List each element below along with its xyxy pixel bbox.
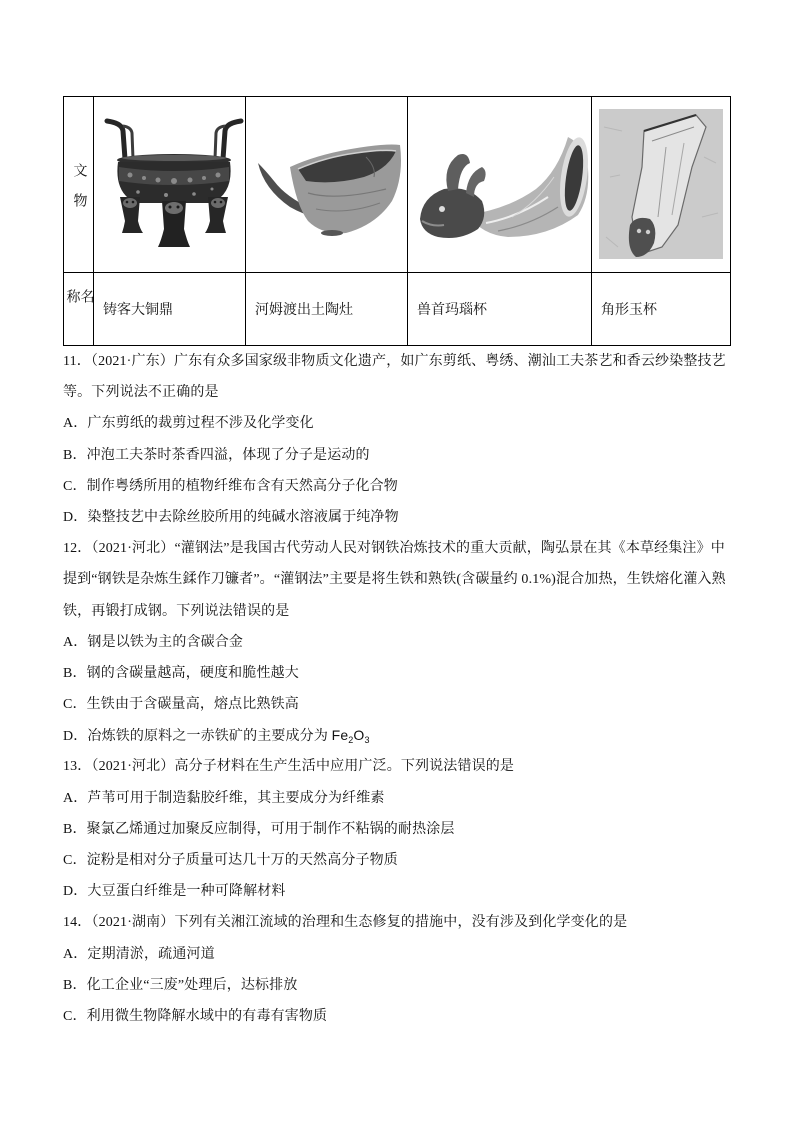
option-letter: B． [63, 665, 87, 681]
option-text: 制作粤绣所用的植物纤维布含有天然高分子化合物 [86, 478, 398, 494]
bronze-ding-image [94, 97, 246, 273]
artifact-cell-jade-cup [592, 97, 731, 273]
option-text: 染整技艺中去除丝胶所用的纯碱水溶液属于纯净物 [87, 509, 399, 525]
option-text: 化工企业“三废”处理后，达标排放 [86, 977, 298, 993]
option-letter: C． [63, 853, 87, 868]
artifact-table [63, 96, 731, 346]
artifact-name-stove: 河姆渡出土陶灶 [246, 273, 408, 346]
question-12-option-a [63, 627, 743, 658]
jade-cup-image [592, 97, 731, 273]
question-12-stem-line: 提到“钢铁是杂炼生鍒作刀镰者”。“灌钢法”主要是将生铁和熟铁(含碳量约 0.1%)混合加热，生铁熔化灌入熟 [63, 572, 726, 588]
question-11-option-d [63, 502, 743, 533]
question-list [63, 346, 743, 1032]
option-letter: B． [63, 447, 87, 463]
artifact-row-header [64, 97, 94, 273]
question-11-option-b [63, 440, 743, 471]
option-text: 大豆蛋白纤维是一种可降解材料 [87, 884, 286, 900]
artifact-cell-stove [246, 97, 408, 273]
question-12-stem-line: 12．（2021·河北）“灌钢法”是我国古代劳动人民对钢铁冶炼技术的重大贡献，陶弘景在其《本草经集注》中 [63, 541, 725, 557]
option-text: 冲泡工夫茶时茶香四溢，体现了分子是运动的 [86, 447, 370, 463]
option-letter: D． [63, 509, 88, 525]
name-row-header [64, 273, 94, 346]
formula-element: O [353, 727, 365, 744]
option-letter: C． [63, 478, 87, 494]
question-13-stem-line: 13．（2021·河北）高分子材料在生产生活中应用广泛。下列说法错误的是 [63, 759, 515, 775]
question-13-option-b [63, 814, 743, 845]
question-12-option-b [63, 658, 743, 689]
question-14-option-b [63, 970, 743, 1001]
option-letter: B． [63, 977, 87, 993]
question-11-option-c [63, 471, 743, 502]
option-text: 广东剪纸的裁剪过程不涉及化学变化 [87, 416, 314, 432]
option-text: 利用微生物降解水域中的有毒有害物质 [86, 1008, 328, 1024]
option-text: 定期清淤，疏通河道 [87, 946, 215, 962]
question-12-option-c [63, 689, 743, 720]
option-text: 钢是以铁为主的含碳合金 [87, 634, 244, 650]
option-letter: A． [63, 946, 88, 962]
question-13-option-c [63, 845, 743, 876]
option-text: 芦苇可用于制造黏胶纤维，其主要成分为纤维素 [87, 790, 385, 806]
option-letter: C． [63, 1008, 87, 1024]
question-12-stem-line: 铁，再锻打成钢。下列说法错误的是 [63, 603, 290, 619]
chemical-formula [331, 727, 370, 746]
option-text: 聚氯乙烯通过加聚反应制得，可用于制作不粘锅的耐热涂层 [86, 821, 455, 837]
artifact-label: 文物 [71, 162, 87, 223]
option-text: 生铁由于含碳量高，熔点比熟铁高 [86, 697, 299, 713]
question-14-stem-line: 14．（2021·湖南）下列有关湘江流域的治理和生态修复的措施中，没有涉及到化学变化的是 [63, 915, 628, 931]
option-letter: D． [63, 884, 88, 900]
artifact-name-jade-cup: 角形玉杯 [592, 273, 731, 346]
artifact-cell-agate-cup [408, 97, 592, 273]
option-text: 冶炼铁的原料之一赤铁矿的主要成分为 [87, 729, 332, 745]
artifact-name-ding: 铸客大铜鼎 [94, 273, 246, 346]
option-letter: A． [63, 790, 88, 806]
option-letter: A． [63, 416, 88, 432]
artifact-name-agate-cup: 兽首玛瑙杯 [408, 273, 592, 346]
question-11-stem-line: 11．（2021·广东）广东有众多国家级非物质文化遗产，如广东剪纸、粤绣、潮汕工夫茶艺和香云纱染整技艺 [63, 354, 726, 369]
option-letter: D． [63, 729, 88, 745]
formula-subscript: 2 [348, 735, 354, 746]
option-text: 淀粉是相对分子质量可达几十万的天然高分子物质 [86, 853, 398, 868]
option-text: 钢的含碳量越高，硬度和脆性越大 [86, 665, 299, 681]
question-12-option-d [63, 720, 743, 751]
question-14-option-a [63, 939, 743, 970]
artifact-cell-ding [94, 97, 246, 273]
formula-element: Fe [331, 727, 349, 744]
option-letter: C． [63, 697, 87, 713]
agate-cup-image [408, 97, 592, 273]
question-13-option-a [63, 783, 743, 814]
question-14-option-c [63, 1001, 743, 1032]
question-11-stem-line: 等。下列说法不正确的是 [63, 385, 219, 401]
formula-subscript: 3 [364, 735, 370, 746]
name-label: 名称 [64, 289, 94, 319]
option-letter: B． [63, 821, 87, 837]
option-letter: A． [63, 634, 88, 650]
pottery-stove-image [246, 97, 408, 273]
question-11-option-a [63, 408, 743, 439]
question-13-option-d [63, 876, 743, 907]
